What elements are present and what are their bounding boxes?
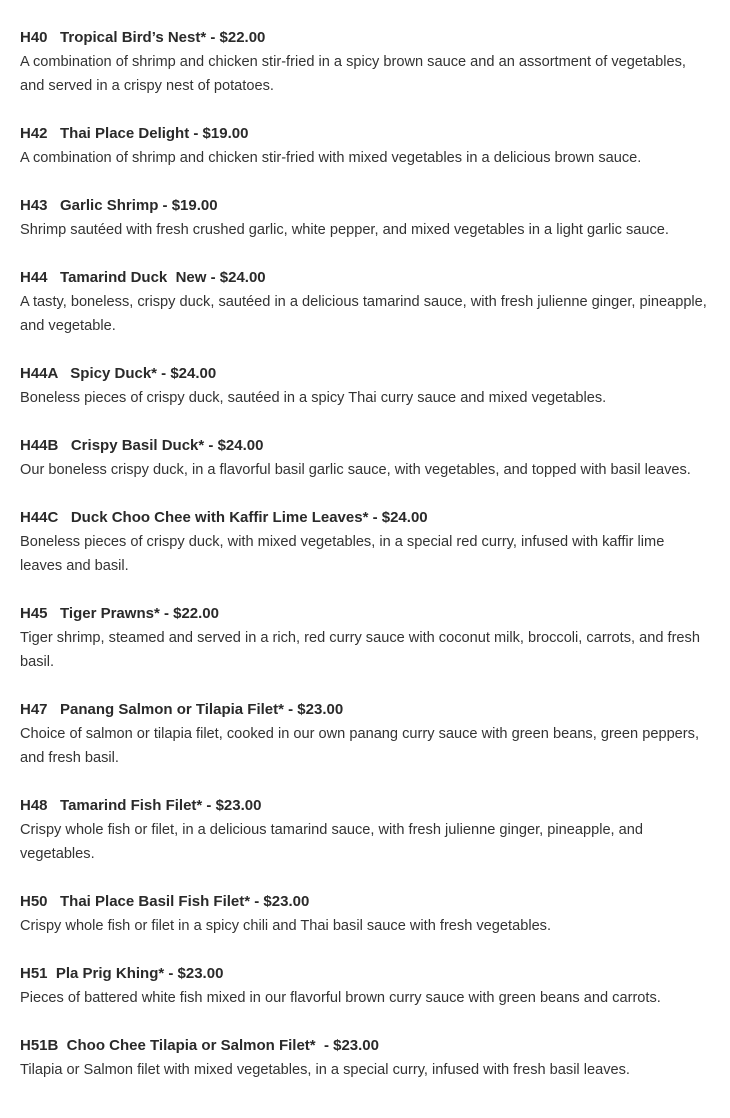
item-description: Tiger shrimp, steamed and served in a rich, red curry sauce with coconut milk, broccoli, carrots, and fresh basil. xyxy=(20,630,700,670)
item-title: H40 Tropical Bird’s Nest* - $22.00 xyxy=(20,29,266,46)
item-description: Tilapia or Salmon filet with mixed vegetables, in a special curry, infused with fresh basil leaves. xyxy=(20,1062,630,1078)
item-description: Crispy whole fish or filet in a spicy chili and Thai basil sauce with fresh vegetables. xyxy=(20,918,552,934)
item-description: Shrimp sautéed with fresh crushed garlic, white pepper, and mixed vegetables in a light garlic sauce. xyxy=(20,222,669,238)
item-description: A tasty, boneless, crispy duck, sautéed in a delicious tamarind sauce, with fresh julienne ginger, pineapple, and vegetable. xyxy=(20,294,707,334)
item-title: H43 Garlic Shrimp - $19.00 xyxy=(20,197,218,214)
menu-item-h40 xyxy=(20,26,710,98)
item-title: H44A Spicy Duck* - $24.00 xyxy=(20,365,217,382)
item-title: H50 Thai Place Basil Fish Filet* - $23.00 xyxy=(20,893,310,910)
item-title: H48 Tamarind Fish Filet* - $23.00 xyxy=(20,797,262,814)
item-title: H42 Thai Place Delight - $19.00 xyxy=(20,125,249,142)
menu-item-h43 xyxy=(20,194,710,242)
item-description: A combination of shrimp and chicken stir-fried with mixed vegetables in a delicious brown sauce. xyxy=(20,150,642,166)
item-title: H44C Duck Choo Chee with Kaffir Lime Leaves* - $24.00 xyxy=(20,509,428,526)
item-description: Crispy whole fish or filet, in a delicious tamarind sauce, with fresh julienne ginger, pineapple, and vegetables. xyxy=(20,822,644,862)
menu-item-h47 xyxy=(20,698,710,770)
item-description: Our boneless crispy duck, in a flavorful basil garlic sauce, with vegetables, and topped with basil leaves. xyxy=(20,462,691,478)
item-title: H51B Choo Chee Tilapia or Salmon Filet* - $23.00 xyxy=(20,1037,379,1054)
item-description: Boneless pieces of crispy duck, sautéed in a spicy Thai curry sauce and mixed vegetables. xyxy=(20,390,607,406)
menu-item-h44b xyxy=(20,434,710,482)
menu-list xyxy=(20,26,710,1106)
menu-item-h45 xyxy=(20,602,710,674)
menu-item-h51 xyxy=(20,962,710,1010)
item-description: Choice of salmon or tilapia filet, cooked in our own panang curry sauce with green beans, green peppers, and fresh basil. xyxy=(20,726,700,766)
item-title: H47 Panang Salmon or Tilapia Filet* - $23.00 xyxy=(20,701,344,718)
item-description: Pieces of battered white fish mixed in our flavorful brown curry sauce with green beans and carrots. xyxy=(20,990,661,1006)
item-description: Boneless pieces of crispy duck, with mixed vegetables, in a special red curry, infused with kaffir lime leaves and basil. xyxy=(20,534,665,574)
menu-item-h42 xyxy=(20,122,710,170)
item-title: H45 Tiger Prawns* - $22.00 xyxy=(20,605,219,622)
menu-item-h50 xyxy=(20,890,710,938)
item-title: H51 Pla Prig Khing* - $23.00 xyxy=(20,965,224,982)
menu-item-h48 xyxy=(20,794,710,866)
item-description: A combination of shrimp and chicken stir-fried in a spicy brown sauce and an assortment of vegetables, and served in a crispy nest of potatoes. xyxy=(20,54,686,94)
menu-item-h44c xyxy=(20,506,710,578)
menu-item-h44a xyxy=(20,362,710,410)
item-title: H44B Crispy Basil Duck* - $24.00 xyxy=(20,437,264,454)
menu-item-h44 xyxy=(20,266,710,338)
item-title: H44 Tamarind Duck New - $24.00 xyxy=(20,269,266,286)
menu-item-h51b xyxy=(20,1034,710,1082)
